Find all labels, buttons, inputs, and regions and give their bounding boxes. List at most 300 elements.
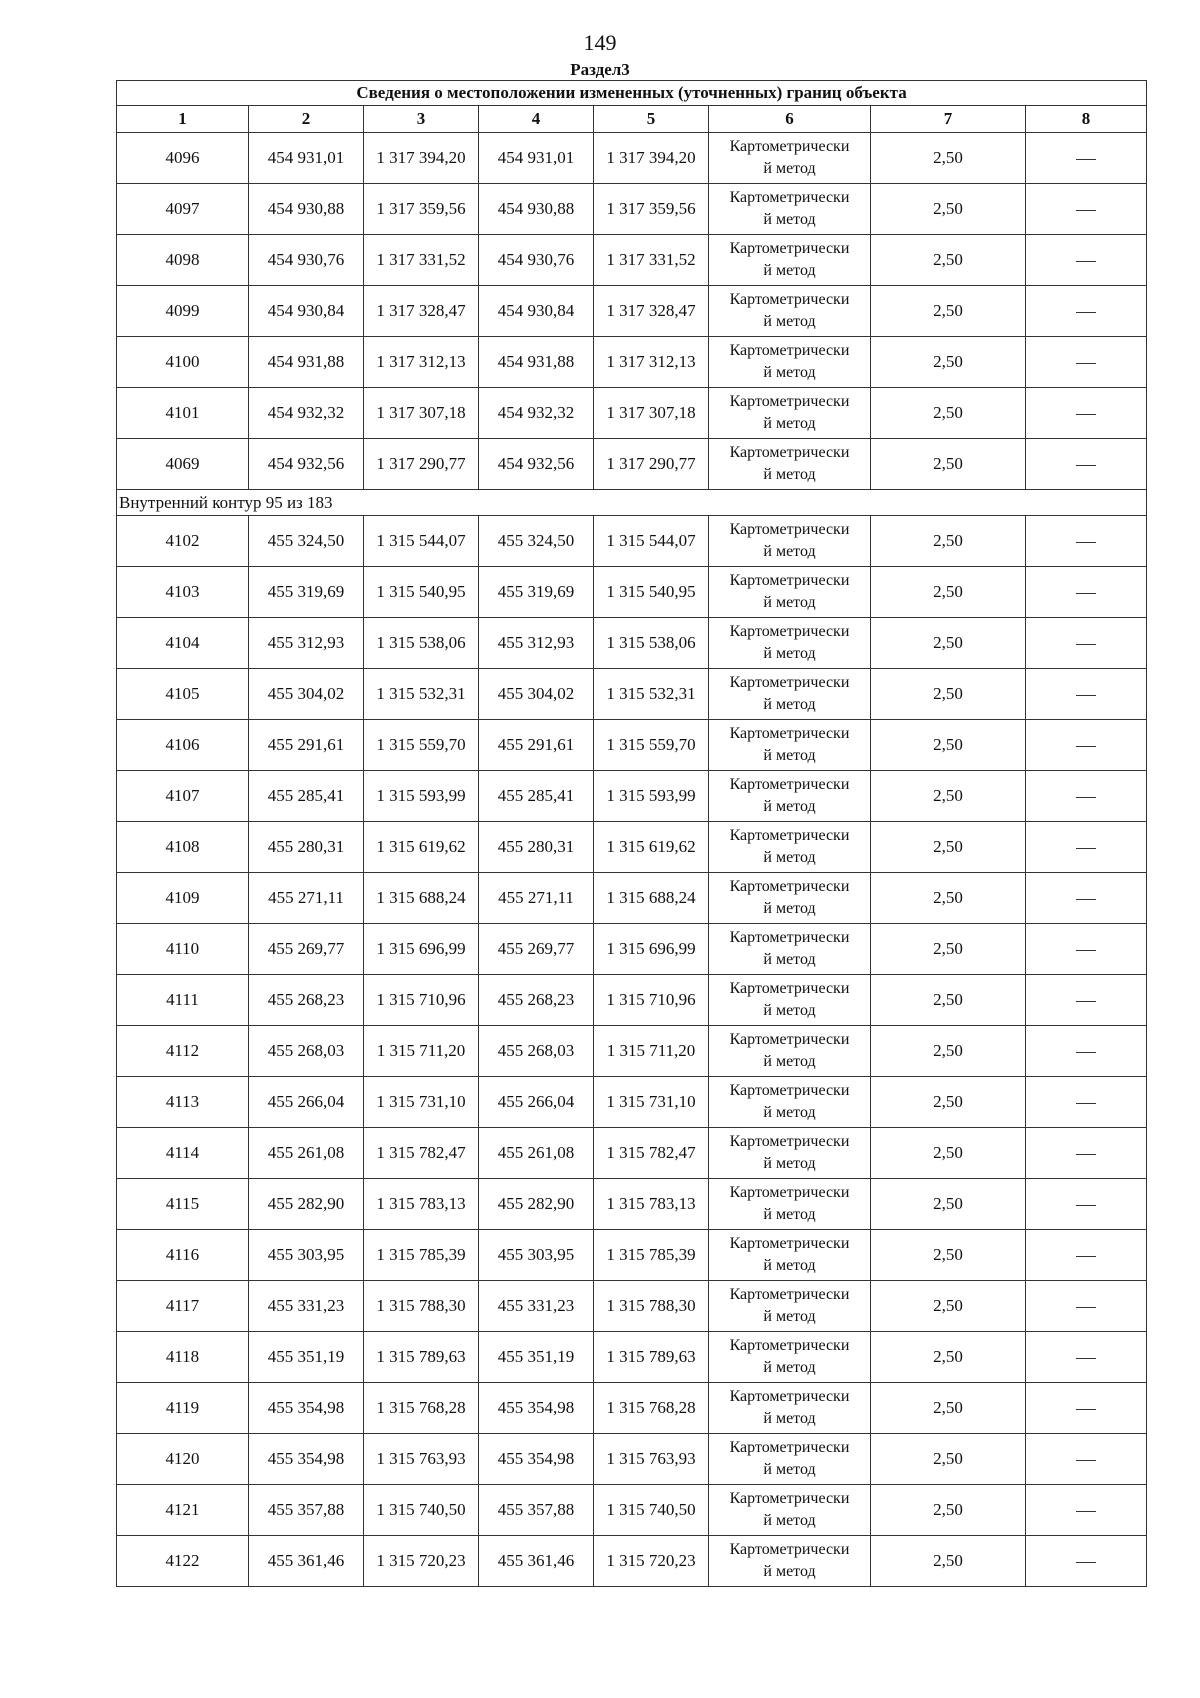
x-existing-cell: 455 324,50 — [249, 516, 364, 567]
method-cell — [709, 1230, 871, 1281]
y-existing-cell: 1 315 731,10 — [364, 1077, 479, 1128]
dash-mark — [1076, 1460, 1096, 1461]
column-number: 7 — [871, 106, 1026, 133]
y-new-cell: 1 315 544,07 — [594, 516, 709, 567]
method-cell — [709, 873, 871, 924]
description-cell — [1026, 873, 1147, 924]
y-new-cell: 1 315 532,31 — [594, 669, 709, 720]
method-text-line1: Картометрически — [729, 1439, 850, 1456]
point-number-cell: 4112 — [117, 1026, 249, 1077]
accuracy-cell: 2,50 — [871, 1077, 1026, 1128]
method-text-line2: й метод — [763, 415, 816, 432]
contour-label: Внутренний контур 95 из 183 — [117, 490, 1147, 516]
method-text-line1: Картометрически — [729, 1490, 850, 1507]
method-text-line1: Картометрически — [729, 1082, 850, 1099]
x-existing-cell: 455 271,11 — [249, 873, 364, 924]
x-new-cell: 455 312,93 — [479, 618, 594, 669]
method-text-line2: й метод — [763, 1308, 816, 1325]
description-cell — [1026, 1434, 1147, 1485]
accuracy-cell: 2,50 — [871, 924, 1026, 975]
point-number-cell: 4108 — [117, 822, 249, 873]
y-new-cell: 1 317 312,13 — [594, 337, 709, 388]
method-cell — [709, 1383, 871, 1434]
dash-mark — [1076, 848, 1096, 849]
y-new-cell: 1 315 559,70 — [594, 720, 709, 771]
dash-mark — [1076, 593, 1096, 594]
description-cell — [1026, 669, 1147, 720]
y-existing-cell: 1 317 328,47 — [364, 286, 479, 337]
method-text-line1: Картометрически — [729, 1184, 850, 1201]
column-number: 3 — [364, 106, 479, 133]
method-text-line2: й метод — [763, 594, 816, 611]
contour-row — [117, 490, 1147, 516]
method-text-line1: Картометрически — [729, 929, 850, 946]
table-row — [117, 567, 1147, 618]
accuracy-cell: 2,50 — [871, 1179, 1026, 1230]
y-existing-cell: 1 315 788,30 — [364, 1281, 479, 1332]
point-number-cell: 4104 — [117, 618, 249, 669]
point-number-cell: 4099 — [117, 286, 249, 337]
column-number: 2 — [249, 106, 364, 133]
description-cell — [1026, 1536, 1147, 1587]
method-cell — [709, 1281, 871, 1332]
description-cell — [1026, 1332, 1147, 1383]
method-cell — [709, 567, 871, 618]
dash-mark — [1076, 1409, 1096, 1410]
point-number-cell: 4121 — [117, 1485, 249, 1536]
method-text-line1: Картометрически — [729, 138, 850, 155]
description-cell — [1026, 924, 1147, 975]
description-cell — [1026, 439, 1147, 490]
x-existing-cell: 454 930,84 — [249, 286, 364, 337]
x-existing-cell: 455 331,23 — [249, 1281, 364, 1332]
table-row — [117, 1230, 1147, 1281]
y-existing-cell: 1 315 782,47 — [364, 1128, 479, 1179]
method-text-line1: Картометрически — [729, 342, 850, 359]
table-row — [117, 1536, 1147, 1587]
x-existing-cell: 455 354,98 — [249, 1383, 364, 1434]
x-new-cell: 455 303,95 — [479, 1230, 594, 1281]
x-existing-cell: 455 357,88 — [249, 1485, 364, 1536]
table-row — [117, 337, 1147, 388]
x-new-cell: 455 285,41 — [479, 771, 594, 822]
x-existing-cell: 454 932,56 — [249, 439, 364, 490]
x-new-cell: 455 269,77 — [479, 924, 594, 975]
method-cell — [709, 771, 871, 822]
x-existing-cell: 454 932,32 — [249, 388, 364, 439]
y-existing-cell: 1 315 688,24 — [364, 873, 479, 924]
table-row — [117, 873, 1147, 924]
table-row — [117, 618, 1147, 669]
point-number-cell: 4115 — [117, 1179, 249, 1230]
x-existing-cell: 455 269,77 — [249, 924, 364, 975]
point-number-cell: 4119 — [117, 1383, 249, 1434]
method-text-line2: й метод — [763, 747, 816, 764]
accuracy-cell: 2,50 — [871, 1026, 1026, 1077]
x-new-cell: 455 357,88 — [479, 1485, 594, 1536]
point-number-cell: 4097 — [117, 184, 249, 235]
method-text-line2: й метод — [763, 1053, 816, 1070]
description-cell — [1026, 771, 1147, 822]
point-number-cell: 4111 — [117, 975, 249, 1026]
method-text-line1: Картометрически — [729, 827, 850, 844]
description-cell — [1026, 1281, 1147, 1332]
y-existing-cell: 1 317 312,13 — [364, 337, 479, 388]
dash-mark — [1076, 1511, 1096, 1512]
method-text-line2: й метод — [763, 262, 816, 279]
dash-mark — [1076, 695, 1096, 696]
point-number-cell: 4117 — [117, 1281, 249, 1332]
dash-mark — [1076, 363, 1096, 364]
method-cell — [709, 439, 871, 490]
accuracy-cell: 2,50 — [871, 720, 1026, 771]
method-cell — [709, 924, 871, 975]
point-number-cell: 4069 — [117, 439, 249, 490]
method-text-line1: Картометрически — [729, 240, 850, 257]
y-existing-cell: 1 315 538,06 — [364, 618, 479, 669]
x-new-cell: 455 271,11 — [479, 873, 594, 924]
x-existing-cell: 454 930,76 — [249, 235, 364, 286]
dash-mark — [1076, 899, 1096, 900]
x-existing-cell: 454 931,01 — [249, 133, 364, 184]
column-number: 8 — [1026, 106, 1147, 133]
method-text-line1: Картометрически — [729, 776, 850, 793]
table-row — [117, 1026, 1147, 1077]
table-row — [117, 822, 1147, 873]
accuracy-cell: 2,50 — [871, 133, 1026, 184]
x-new-cell: 454 930,84 — [479, 286, 594, 337]
accuracy-cell: 2,50 — [871, 567, 1026, 618]
table-row — [117, 388, 1147, 439]
description-cell — [1026, 1026, 1147, 1077]
x-new-cell: 455 361,46 — [479, 1536, 594, 1587]
x-new-cell: 455 331,23 — [479, 1281, 594, 1332]
point-number-cell: 4116 — [117, 1230, 249, 1281]
point-number-cell: 4096 — [117, 133, 249, 184]
x-existing-cell: 455 266,04 — [249, 1077, 364, 1128]
y-existing-cell: 1 315 789,63 — [364, 1332, 479, 1383]
dash-mark — [1076, 1307, 1096, 1308]
dash-mark — [1076, 210, 1096, 211]
table-row — [117, 286, 1147, 337]
method-text-line2: й метод — [763, 900, 816, 917]
method-text-line1: Картометрически — [729, 725, 850, 742]
y-new-cell: 1 315 783,13 — [594, 1179, 709, 1230]
y-existing-cell: 1 315 785,39 — [364, 1230, 479, 1281]
y-new-cell: 1 315 720,23 — [594, 1536, 709, 1587]
table-body — [117, 133, 1147, 1587]
method-cell — [709, 618, 871, 669]
y-new-cell: 1 315 696,99 — [594, 924, 709, 975]
description-cell — [1026, 720, 1147, 771]
dash-mark — [1076, 950, 1096, 951]
dash-mark — [1076, 1052, 1096, 1053]
method-text-line2: й метод — [763, 1461, 816, 1478]
x-existing-cell: 455 261,08 — [249, 1128, 364, 1179]
point-number-cell: 4110 — [117, 924, 249, 975]
x-new-cell: 455 319,69 — [479, 567, 594, 618]
column-number: 4 — [479, 106, 594, 133]
table-row — [117, 1485, 1147, 1536]
table-row — [117, 924, 1147, 975]
method-text-line1: Картометрически — [729, 1541, 850, 1558]
table-row — [117, 133, 1147, 184]
method-text-line1: Картометрически — [729, 623, 850, 640]
x-existing-cell: 455 304,02 — [249, 669, 364, 720]
y-new-cell: 1 315 788,30 — [594, 1281, 709, 1332]
y-existing-cell: 1 317 307,18 — [364, 388, 479, 439]
method-text-line1: Картометрически — [729, 674, 850, 691]
method-text-line2: й метод — [763, 1512, 816, 1529]
accuracy-cell: 2,50 — [871, 1128, 1026, 1179]
y-new-cell: 1 315 538,06 — [594, 618, 709, 669]
dash-mark — [1076, 746, 1096, 747]
y-existing-cell: 1 315 544,07 — [364, 516, 479, 567]
accuracy-cell: 2,50 — [871, 184, 1026, 235]
method-cell — [709, 1434, 871, 1485]
x-existing-cell: 455 354,98 — [249, 1434, 364, 1485]
description-cell — [1026, 822, 1147, 873]
point-number-cell: 4122 — [117, 1536, 249, 1587]
method-cell — [709, 388, 871, 439]
y-new-cell: 1 317 290,77 — [594, 439, 709, 490]
accuracy-cell: 2,50 — [871, 286, 1026, 337]
method-text-line1: Картометрически — [729, 878, 850, 895]
description-cell — [1026, 1077, 1147, 1128]
y-new-cell: 1 317 307,18 — [594, 388, 709, 439]
dash-mark — [1076, 1358, 1096, 1359]
y-existing-cell: 1 317 331,52 — [364, 235, 479, 286]
column-number-row — [117, 106, 1147, 133]
point-number-cell: 4120 — [117, 1434, 249, 1485]
dash-mark — [1076, 1205, 1096, 1206]
y-existing-cell: 1 315 619,62 — [364, 822, 479, 873]
section-title: Раздел3 — [570, 60, 630, 79]
method-text-line1: Картометрически — [729, 572, 850, 589]
method-text-line2: й метод — [763, 313, 816, 330]
accuracy-cell: 2,50 — [871, 975, 1026, 1026]
table-row — [117, 1179, 1147, 1230]
point-number-cell: 4109 — [117, 873, 249, 924]
table-row — [117, 1077, 1147, 1128]
point-number-cell: 4103 — [117, 567, 249, 618]
accuracy-cell: 2,50 — [871, 388, 1026, 439]
method-cell — [709, 184, 871, 235]
description-cell — [1026, 235, 1147, 286]
method-text-line2: й метод — [763, 1206, 816, 1223]
x-new-cell: 455 282,90 — [479, 1179, 594, 1230]
table-row — [117, 975, 1147, 1026]
table-row — [117, 1383, 1147, 1434]
description-cell — [1026, 133, 1147, 184]
description-cell — [1026, 516, 1147, 567]
y-existing-cell: 1 317 359,56 — [364, 184, 479, 235]
table-caption: Сведения о местоположении измененных (уточненных) границ объекта — [117, 81, 1147, 106]
method-text-line2: й метод — [763, 1104, 816, 1121]
method-cell — [709, 286, 871, 337]
method-text-line2: й метод — [763, 543, 816, 560]
column-number: 5 — [594, 106, 709, 133]
x-new-cell: 455 351,19 — [479, 1332, 594, 1383]
method-text-line2: й метод — [763, 1257, 816, 1274]
y-new-cell: 1 315 540,95 — [594, 567, 709, 618]
point-number-cell: 4114 — [117, 1128, 249, 1179]
y-existing-cell: 1 315 710,96 — [364, 975, 479, 1026]
point-number-cell: 4098 — [117, 235, 249, 286]
y-new-cell: 1 315 782,47 — [594, 1128, 709, 1179]
dash-mark — [1076, 1154, 1096, 1155]
method-text-line2: й метод — [763, 160, 816, 177]
x-new-cell: 454 930,88 — [479, 184, 594, 235]
dash-mark — [1076, 261, 1096, 262]
y-new-cell: 1 315 619,62 — [594, 822, 709, 873]
point-number-cell: 4107 — [117, 771, 249, 822]
point-number-cell: 4101 — [117, 388, 249, 439]
y-existing-cell: 1 315 532,31 — [364, 669, 479, 720]
method-text-line2: й метод — [763, 798, 816, 815]
method-text-line2: й метод — [763, 1359, 816, 1376]
method-text-line1: Картометрически — [729, 521, 850, 538]
table-row — [117, 720, 1147, 771]
method-text-line2: й метод — [763, 364, 816, 381]
dash-mark — [1076, 1001, 1096, 1002]
accuracy-cell: 2,50 — [871, 1332, 1026, 1383]
method-text-line1: Картометрически — [729, 291, 850, 308]
table-row — [117, 669, 1147, 720]
x-existing-cell: 455 280,31 — [249, 822, 364, 873]
x-new-cell: 455 354,98 — [479, 1434, 594, 1485]
method-cell — [709, 516, 871, 567]
x-existing-cell: 454 930,88 — [249, 184, 364, 235]
description-cell — [1026, 388, 1147, 439]
point-number-cell: 4100 — [117, 337, 249, 388]
y-existing-cell: 1 315 720,23 — [364, 1536, 479, 1587]
method-cell — [709, 720, 871, 771]
x-existing-cell: 455 285,41 — [249, 771, 364, 822]
point-number-cell: 4102 — [117, 516, 249, 567]
y-existing-cell: 1 315 768,28 — [364, 1383, 479, 1434]
method-cell — [709, 1026, 871, 1077]
point-number-cell: 4106 — [117, 720, 249, 771]
accuracy-cell: 2,50 — [871, 771, 1026, 822]
method-text-line2: й метод — [763, 696, 816, 713]
y-new-cell: 1 317 394,20 — [594, 133, 709, 184]
dash-mark — [1076, 414, 1096, 415]
x-new-cell: 455 291,61 — [479, 720, 594, 771]
y-existing-cell: 1 317 394,20 — [364, 133, 479, 184]
x-existing-cell: 455 351,19 — [249, 1332, 364, 1383]
method-cell — [709, 975, 871, 1026]
x-existing-cell: 455 312,93 — [249, 618, 364, 669]
y-existing-cell: 1 315 559,70 — [364, 720, 479, 771]
y-existing-cell: 1 315 696,99 — [364, 924, 479, 975]
x-existing-cell: 454 931,88 — [249, 337, 364, 388]
method-text-line2: й метод — [763, 1155, 816, 1172]
method-text-line1: Картометрически — [729, 444, 850, 461]
method-text-line1: Картометрически — [729, 1235, 850, 1252]
table-row — [117, 184, 1147, 235]
y-existing-cell: 1 315 783,13 — [364, 1179, 479, 1230]
x-existing-cell: 455 268,23 — [249, 975, 364, 1026]
description-cell — [1026, 1179, 1147, 1230]
dash-mark — [1076, 1103, 1096, 1104]
method-cell — [709, 1179, 871, 1230]
description-cell — [1026, 1485, 1147, 1536]
accuracy-cell: 2,50 — [871, 516, 1026, 567]
y-new-cell: 1 315 593,99 — [594, 771, 709, 822]
method-text-line2: й метод — [763, 466, 816, 483]
description-cell — [1026, 1128, 1147, 1179]
x-new-cell: 454 931,88 — [479, 337, 594, 388]
accuracy-cell: 2,50 — [871, 822, 1026, 873]
method-cell — [709, 1128, 871, 1179]
description-cell — [1026, 975, 1147, 1026]
point-number-cell: 4118 — [117, 1332, 249, 1383]
table-row — [117, 516, 1147, 567]
y-new-cell: 1 317 328,47 — [594, 286, 709, 337]
method-text-line2: й метод — [763, 951, 816, 968]
y-new-cell: 1 315 731,10 — [594, 1077, 709, 1128]
x-new-cell: 455 324,50 — [479, 516, 594, 567]
accuracy-cell: 2,50 — [871, 1383, 1026, 1434]
table-row — [117, 1434, 1147, 1485]
dash-mark — [1076, 1256, 1096, 1257]
x-existing-cell: 455 319,69 — [249, 567, 364, 618]
x-new-cell: 455 354,98 — [479, 1383, 594, 1434]
table-row — [117, 1128, 1147, 1179]
method-text-line1: Картометрически — [729, 980, 850, 997]
accuracy-cell: 2,50 — [871, 618, 1026, 669]
x-new-cell: 455 266,04 — [479, 1077, 594, 1128]
method-text-line2: й метод — [763, 849, 816, 866]
method-text-line2: й метод — [763, 211, 816, 228]
table-row — [117, 771, 1147, 822]
description-cell — [1026, 618, 1147, 669]
description-cell — [1026, 286, 1147, 337]
accuracy-cell: 2,50 — [871, 1230, 1026, 1281]
x-new-cell: 455 280,31 — [479, 822, 594, 873]
method-text-line1: Картометрически — [729, 189, 850, 206]
description-cell — [1026, 184, 1147, 235]
y-new-cell: 1 317 359,56 — [594, 184, 709, 235]
x-new-cell: 454 930,76 — [479, 235, 594, 286]
y-existing-cell: 1 315 540,95 — [364, 567, 479, 618]
method-text-line1: Картометрически — [729, 1031, 850, 1048]
method-text-line1: Картометрически — [729, 1337, 850, 1354]
column-number: 1 — [117, 106, 249, 133]
x-new-cell: 455 268,03 — [479, 1026, 594, 1077]
boundary-coordinates-table — [116, 80, 1147, 1587]
x-new-cell: 455 268,23 — [479, 975, 594, 1026]
y-new-cell: 1 315 740,50 — [594, 1485, 709, 1536]
x-new-cell: 454 931,01 — [479, 133, 594, 184]
dash-mark — [1076, 797, 1096, 798]
accuracy-cell: 2,50 — [871, 1536, 1026, 1587]
y-new-cell: 1 315 711,20 — [594, 1026, 709, 1077]
method-text-line1: Картометрически — [729, 1388, 850, 1405]
x-existing-cell: 455 361,46 — [249, 1536, 364, 1587]
accuracy-cell: 2,50 — [871, 337, 1026, 388]
method-text-line1: Картометрически — [729, 1286, 850, 1303]
description-cell — [1026, 567, 1147, 618]
accuracy-cell: 2,50 — [871, 235, 1026, 286]
y-new-cell: 1 317 331,52 — [594, 235, 709, 286]
method-cell — [709, 133, 871, 184]
accuracy-cell: 2,50 — [871, 1281, 1026, 1332]
table-row — [117, 1332, 1147, 1383]
dash-mark — [1076, 159, 1096, 160]
y-new-cell: 1 315 768,28 — [594, 1383, 709, 1434]
